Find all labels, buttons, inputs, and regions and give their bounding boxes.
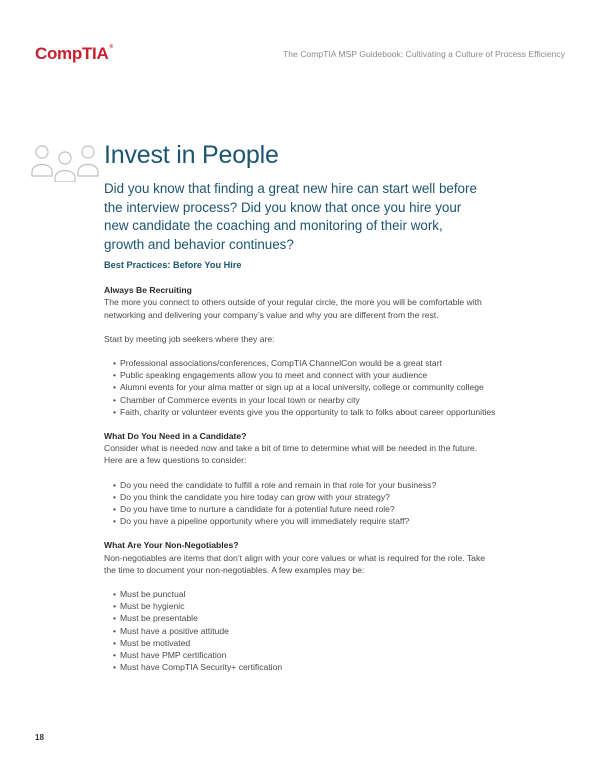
nonnegotiables-list	[104, 588, 496, 673]
recruiting-paragraph: The more you connect to others outside of your regular circle, the more you will be comfortable with networking and delivering your company’s value and why you are different from the rest.	[104, 297, 482, 320]
running-head: The CompTIA MSP Guidebook: Cultivating a Culture of Process Efficiency	[283, 49, 565, 59]
list-item: • Must be motivated	[114, 637, 496, 649]
nonnegotiables-heading: What Are Your Non-Negotiables?	[104, 540, 239, 551]
page-title: Invest in People	[104, 141, 279, 169]
page-number: 18	[35, 733, 44, 742]
list-item: • Do you have a pipeline opportunity where you will immediately require staff?	[114, 515, 496, 527]
intro-paragraph: Did you know that finding a great new hire can start well before the interview process? Did you know that once you hire your new candidate the coaching and monitoring of their work, growth and behavior continues?	[104, 181, 477, 252]
comptia-logo: CompTIA®	[35, 44, 113, 63]
candidate-paragraph: Consider what is needed now and take a bit of time to determine what will be needed in the future. Here are a few questions to consider:	[104, 443, 478, 466]
section-heading: Best Practices: Before You Hire	[104, 260, 242, 270]
people-group-icon	[30, 142, 100, 182]
main-content	[104, 259, 496, 685]
list-item: • Chamber of Commerce events in your local town or nearby city	[114, 394, 496, 406]
list-item: • Must have a positive attitude	[114, 625, 496, 637]
list-item: • Do you have time to nurture a candidate for a potential future need role?	[114, 503, 496, 515]
list-item: • Must be punctual	[114, 588, 496, 600]
list-item: • Faith, charity or volunteer events give you the opportunity to talk to folks about career opportunities	[114, 406, 496, 418]
list-item: • Professional associations/conferences, CompTIA ChannelCon would be a great start	[114, 357, 496, 369]
recruiting-intro-line: Start by meeting job seekers where they are:	[104, 333, 275, 344]
list-item: • Public speaking engagements allow you to meet and connect with your audience	[114, 369, 496, 381]
candidate-list	[104, 479, 496, 528]
list-item: • Must have CompTIA Security+ certification	[114, 661, 496, 673]
list-item: • Do you think the candidate you hire today can grow with your strategy?	[114, 491, 496, 503]
list-item: • Must be hygienic	[114, 600, 496, 612]
list-item: • Alumni events for your alma matter or sign up at a local university, college or community college	[114, 381, 496, 393]
list-item: • Must have PMP certification	[114, 649, 496, 661]
list-item: • Do you need the candidate to fulfill a role and remain in that role for your business?	[114, 479, 496, 491]
candidate-heading: What Do You Need in a Candidate?	[104, 431, 247, 442]
nonnegotiables-paragraph: Non-negotiables are items that don’t align with your core values or what is required for the role. Take the time to document your non-negotiables. A few examples may be:	[104, 552, 486, 575]
recruiting-heading: Always Be Recruiting	[104, 285, 192, 296]
list-item: • Must be presentable	[114, 612, 496, 624]
recruiting-list	[104, 357, 496, 418]
